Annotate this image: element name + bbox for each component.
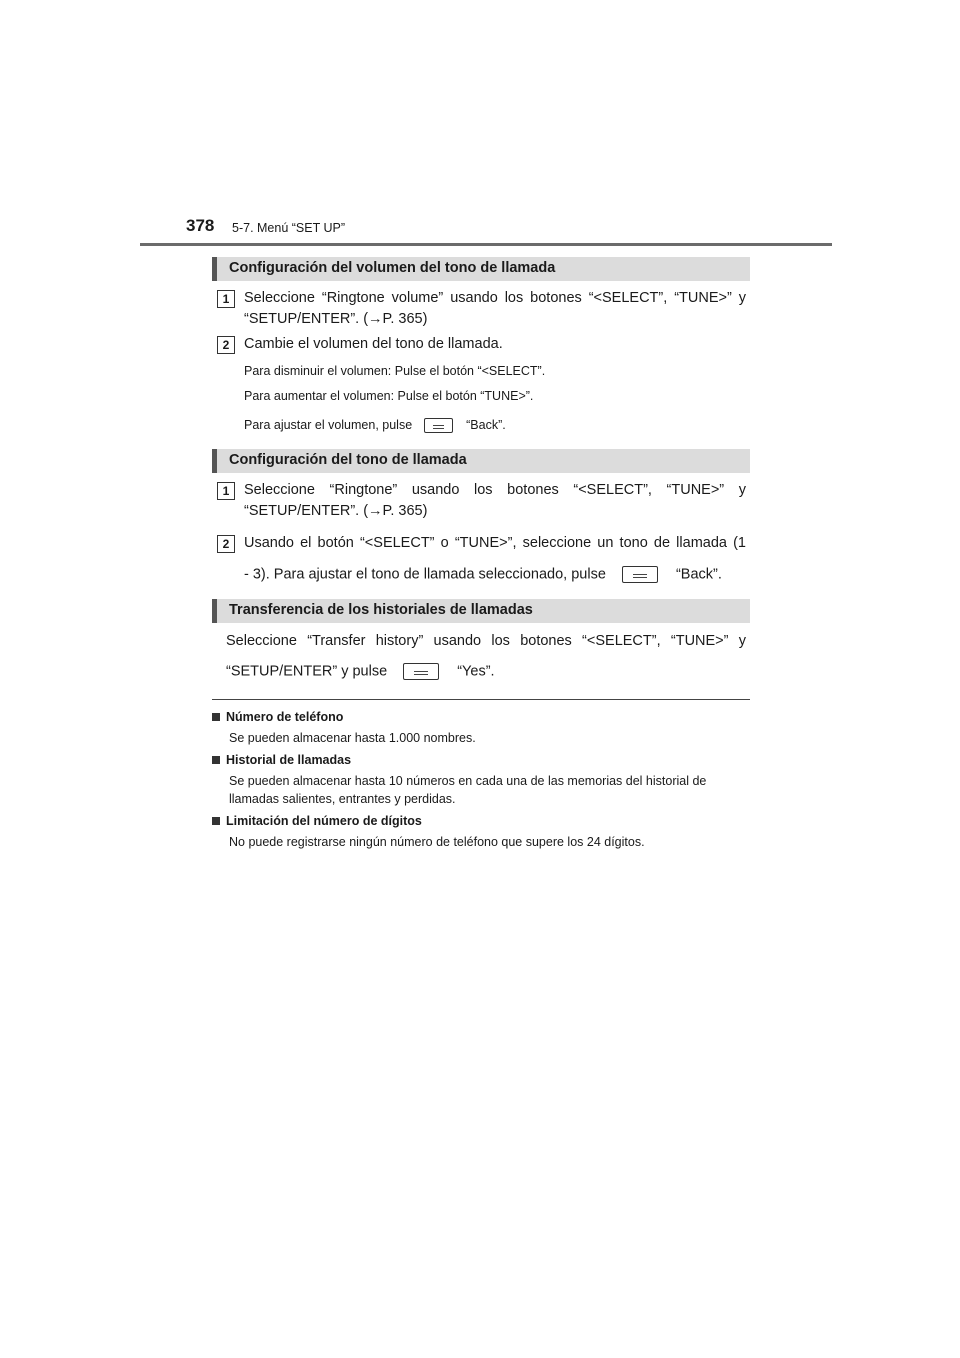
step-note-line: Para aumentar el volumen: Pulse el botón “TUNE>”. [244, 389, 534, 403]
section-title: Configuración del volumen del tono de llamada [229, 260, 556, 276]
note-title-digit-limit: Limitación del número de dígitos [212, 814, 422, 828]
adjust-text-before: Para ajustar el volumen, pulse [244, 418, 413, 432]
section-title: Transferencia de los historiales de llamadas [229, 602, 533, 618]
square-bullet-icon [212, 713, 220, 721]
section-header-transfer-history [212, 599, 750, 623]
adjust-text-after: “Back”. [466, 418, 506, 432]
square-bullet-icon [212, 756, 220, 764]
page-number: 378 [186, 216, 215, 235]
step-text-line: Seleccione “Ringtone” usando los botones “<SELECT”, “TUNE>” y [244, 482, 746, 498]
section-title: Configuración del tono de llamada [229, 452, 467, 468]
step-number-2: 2 [217, 535, 235, 553]
adjust-volume-line [244, 418, 506, 433]
transfer-text-line [226, 663, 495, 680]
step-text-line [244, 566, 722, 583]
note-text: llamadas salientes, entrantes y perdidas. [229, 792, 456, 806]
square-bullet-icon [212, 817, 220, 825]
note-text: Se pueden almacenar hasta 10 números en cada una de las memorias del historial de [229, 774, 707, 788]
back-button-icon [622, 566, 658, 583]
note-title-phone-number: Número de teléfono [212, 710, 343, 724]
section-header-ringtone [212, 449, 750, 473]
step-number-1: 1 [217, 290, 235, 308]
step-text-line: “SETUP/ENTER”. (→P. 365) [244, 311, 428, 327]
step-number-1: 1 [217, 482, 235, 500]
step-text-before: - 3). Para ajustar el tono de llamada seleccionado, pulse [244, 566, 606, 583]
transfer-text-line: Seleccione “Transfer history” usando los botones “<SELECT”, “TUNE>” y [226, 633, 746, 649]
yes-button-icon [403, 663, 439, 680]
section-header-ringtone-volume [212, 257, 750, 281]
step-note-line: Para disminuir el volumen: Pulse el botón “<SELECT”. [244, 364, 546, 378]
breadcrumb: 5-7. Menú “SET UP” [232, 221, 346, 235]
notes-divider [212, 699, 750, 700]
note-text: Se pueden almacenar hasta 1.000 nombres. [229, 731, 476, 745]
step-text-line: Usando el botón “<SELECT” o “TUNE>”, seleccione un tono de llamada (1 [244, 535, 746, 551]
step-text-after: “Back”. [675, 566, 722, 583]
step-text-line: Seleccione “Ringtone volume” usando los botones “<SELECT”, “TUNE>” y [244, 290, 746, 306]
step-number-2: 2 [217, 336, 235, 354]
transfer-text-after: “Yes”. [457, 663, 495, 680]
step-text-line: “SETUP/ENTER”. (→P. 365) [244, 503, 428, 519]
note-text: No puede registrarse ningún número de teléfono que supere los 24 dígitos. [229, 835, 645, 849]
back-button-icon [424, 418, 453, 433]
step-text-line: Cambie el volumen del tono de llamada. [244, 336, 503, 352]
transfer-text-before: “SETUP/ENTER” y pulse [226, 663, 388, 680]
note-title-call-history: Historial de llamadas [212, 753, 351, 767]
header-divider [140, 243, 832, 246]
